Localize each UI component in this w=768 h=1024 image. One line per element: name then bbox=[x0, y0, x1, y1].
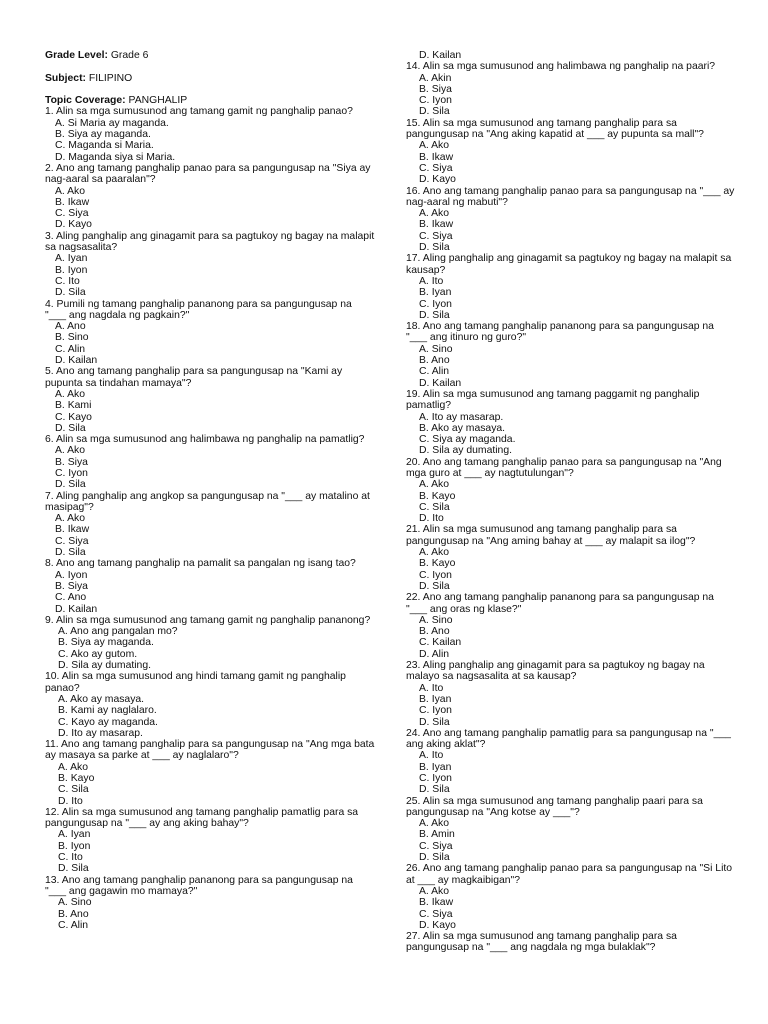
question-block bbox=[406, 931, 736, 954]
answer-option: B. Siya bbox=[55, 580, 88, 592]
answer-option: B. Kayo bbox=[419, 558, 456, 570]
answer-option: A. Ako bbox=[55, 513, 86, 525]
answer-option: D. Kailan bbox=[55, 355, 98, 367]
answer-option: D. Kayo bbox=[419, 919, 456, 931]
answer-option: A. Ako bbox=[419, 885, 450, 897]
question-text: 9. Alin sa mga sumusunod ang tamang gamit ng panghalip pananong? bbox=[45, 614, 371, 626]
answer-option: A. Akin bbox=[419, 72, 452, 84]
answer-option: A. Ano ang pangalan mo? bbox=[58, 626, 178, 638]
answer-option: D. Sila bbox=[55, 479, 86, 491]
question-block bbox=[406, 118, 736, 186]
answer-option: A. Ano bbox=[55, 321, 86, 333]
answer-option: A. Si Maria ay maganda. bbox=[55, 117, 169, 129]
answer-option: B. Ano bbox=[58, 908, 89, 920]
answer-option: C. Siya bbox=[419, 908, 453, 920]
left-column bbox=[45, 50, 375, 931]
answer-option: A. Ito ay masarap. bbox=[419, 411, 504, 423]
answer-option: D. Sila bbox=[419, 716, 450, 728]
answer-option: D. Kailan bbox=[419, 50, 462, 61]
question-block bbox=[45, 671, 375, 739]
question-text: 5. Ano ang tamang panghalip para sa pangungusap na "Kami ay pupunta sa tindahan mamaya"? bbox=[45, 366, 343, 389]
question-block bbox=[406, 186, 736, 254]
answer-option: C. Iyon bbox=[419, 298, 452, 310]
question-text: 4. Pumili ng tamang panghalip pananong para sa pangungusap na "___ ang nagdala ng pagkain?" bbox=[45, 298, 352, 321]
question-block bbox=[406, 728, 736, 796]
answer-option: C. Maganda si Maria. bbox=[55, 140, 154, 152]
question-text: 19. Alin sa mga sumusunod ang tamang paggamit ng panghalip pamatlig? bbox=[406, 388, 700, 412]
answer-option: B. Ikaw bbox=[419, 897, 454, 909]
answer-option: A. Ito bbox=[419, 275, 444, 287]
answer-option: C. Kayo ay maganda. bbox=[58, 716, 158, 728]
question-block bbox=[45, 615, 375, 671]
answer-option: A. Sino bbox=[419, 343, 453, 355]
question-list-right bbox=[406, 61, 736, 953]
answer-option: C. Iyon bbox=[55, 467, 88, 479]
answer-option: C. Alin bbox=[55, 343, 86, 355]
question-text: 10. Alin sa mga sumusunod ang hindi tamang gamit ng panghalip panao? bbox=[45, 671, 346, 694]
question-block bbox=[406, 592, 736, 660]
question-block bbox=[45, 875, 375, 931]
question-block bbox=[406, 863, 736, 931]
question-text: 14. Alin sa mga sumusunod ang halimbawa ng panghalip na paari? bbox=[406, 61, 716, 73]
question-block bbox=[406, 389, 736, 457]
question-block bbox=[45, 807, 375, 875]
question-block bbox=[45, 558, 375, 614]
answer-option: D. Sila bbox=[55, 287, 86, 299]
question-text: 3. Aling panghalip ang ginagamit para sa pagtukoy ng bagay na malapit sa nagsasalita? bbox=[45, 230, 375, 254]
answer-option: C. Iyon bbox=[419, 95, 452, 107]
answer-option: A. Iyan bbox=[58, 829, 91, 841]
question-block bbox=[406, 61, 736, 117]
question-text: 26. Ano ang tamang panghalip panao para sa pangungusap na "Si Lito at ___ ay magkaibigan"? bbox=[406, 863, 733, 886]
answer-option: B. Siya bbox=[419, 83, 452, 95]
answer-option: A. Ako bbox=[419, 140, 450, 152]
question-text: 23. Aling panghalip ang ginagamit para sa pagtukoy ng bagay na malayo sa nagsasalita at sa kausap? bbox=[406, 660, 705, 683]
answer-option: C. Ito bbox=[58, 852, 83, 864]
answer-option: B. Iyon bbox=[58, 840, 91, 852]
question-block bbox=[45, 366, 375, 434]
answer-option: D. Sila bbox=[419, 242, 450, 254]
question-text: 13. Ano ang tamang panghalip pananong para sa pangungusap na "___ ang gagawin mo mamaya?" bbox=[45, 874, 353, 897]
answer-option: A. Ako bbox=[419, 818, 450, 830]
answer-option: B. Kayo bbox=[58, 773, 95, 784]
question-block bbox=[45, 106, 375, 162]
question-text: 25. Alin sa mga sumusunod ang tamang panghalip paari para sa pangungusap na "Ang kotse ay ___"? bbox=[406, 795, 703, 818]
question-text: 16. Ano ang tamang panghalip panao para sa pangungusap na "___ ay nag-aaral ng mabuti"? bbox=[406, 185, 735, 208]
answer-option: D. Sila ay dumating. bbox=[419, 445, 512, 457]
answer-option: D. Sila bbox=[419, 852, 450, 864]
answer-option: C. Sila bbox=[58, 784, 89, 796]
answer-option: C. Ito bbox=[55, 275, 80, 287]
question-text: 11. Ano ang tamang panghalip para sa pangungusap na "Ang mga bata ay masaya sa parke at ___ ay naglalaro"? bbox=[45, 739, 375, 762]
answer-option: A. Ako bbox=[419, 547, 450, 559]
answer-option: B. Ikaw bbox=[419, 219, 454, 231]
answer-option: D. Kailan bbox=[55, 603, 98, 615]
continued-options bbox=[406, 50, 736, 61]
question-text: 8. Ano ang tamang panghalip na pamalit sa pangalan ng isang tao? bbox=[45, 558, 356, 570]
answer-option: B. Sino bbox=[55, 332, 89, 344]
question-block bbox=[45, 491, 375, 559]
answer-option: D. Kayo bbox=[419, 174, 456, 186]
answer-option: D. Sila bbox=[419, 309, 450, 321]
question-text: 2. Ano ang tamang panghalip panao para sa pangungusap na "Siya ay nag-aaral sa paaralan"? bbox=[45, 162, 371, 186]
answer-option: D. Alin bbox=[419, 648, 450, 660]
answer-option: C. Alin bbox=[419, 366, 450, 378]
answer-option: A. Ako ay masaya. bbox=[58, 693, 145, 705]
answer-option: A. Iyan bbox=[55, 253, 88, 265]
answer-option: D. Ito bbox=[58, 795, 83, 807]
answer-option: B. Siya bbox=[55, 456, 88, 468]
answer-option: A. Ako bbox=[419, 479, 450, 491]
answer-option: A. Sino bbox=[419, 614, 453, 626]
answer-option: D. Kayo bbox=[55, 219, 92, 231]
answer-option: D. Sila bbox=[419, 106, 450, 118]
answer-option: D. Sila bbox=[55, 422, 86, 434]
question-block bbox=[45, 434, 375, 490]
subject: Subject: FILIPINO bbox=[45, 72, 133, 84]
answer-option: A. Ako bbox=[55, 445, 86, 457]
answer-option: B. Ano bbox=[419, 355, 450, 367]
question-text: 17. Aling panghalip ang ginagamit sa pagtukoy ng bagay na malapit sa kausap? bbox=[406, 253, 732, 276]
answer-option: D. Sila ay dumating. bbox=[58, 660, 151, 672]
answer-option: B. Siya ay maganda. bbox=[58, 637, 154, 649]
answer-option: C. Siya bbox=[55, 535, 89, 547]
answer-option: B. Iyan bbox=[419, 761, 452, 773]
answer-option: B. Ano bbox=[419, 626, 450, 638]
question-text: 15. Alin sa mga sumusunod ang tamang panghalip para sa pangungusap na "Ang aking kapatid at ___ ay pupunta sa mall"? bbox=[406, 117, 704, 141]
question-block bbox=[406, 524, 736, 592]
answer-option: B. Kami ay naglalaro. bbox=[58, 705, 157, 717]
answer-option: B. Ikaw bbox=[55, 524, 90, 536]
answer-option: B. Kami bbox=[55, 400, 92, 412]
question-block bbox=[45, 163, 375, 231]
answer-option: C. Siya bbox=[419, 230, 453, 242]
question-text: 6. Alin sa mga sumusunod ang halimbawa ng panghalip na pamatlig? bbox=[45, 434, 365, 446]
answer-option: B. Ikaw bbox=[55, 196, 90, 208]
answer-option: C. Siya bbox=[419, 840, 453, 852]
question-block bbox=[406, 796, 736, 864]
answer-option: C. Siya bbox=[55, 208, 89, 220]
grade-level: Grade Level: Grade 6 bbox=[45, 50, 149, 61]
question-text: 20. Ano ang tamang panghalip panao para sa pangungusap na "Ang mga guro at ___ ay nagtutulungan"? bbox=[406, 456, 722, 479]
answer-option: B. Siya ay maganda. bbox=[55, 129, 151, 141]
answer-option: C. Iyon bbox=[419, 705, 452, 717]
answer-option: C. Ako ay gutom. bbox=[58, 648, 138, 660]
question-block bbox=[45, 299, 375, 367]
answer-option: C. Sila bbox=[419, 501, 450, 513]
answer-option: C. Siya bbox=[419, 162, 453, 174]
answer-option: C. Iyon bbox=[419, 773, 452, 784]
answer-option: B. Amin bbox=[419, 829, 455, 841]
answer-option: B. Iyon bbox=[55, 264, 88, 276]
answer-option: C. Siya ay maganda. bbox=[419, 434, 516, 446]
answer-option: A. Ako bbox=[55, 388, 86, 400]
answer-option: B. Kayo bbox=[419, 490, 456, 502]
question-text: 22. Ano ang tamang panghalip pananong para sa pangungusap na "___ ang oras ng klase?" bbox=[406, 592, 714, 615]
answer-option: D. Sila bbox=[419, 784, 450, 796]
right-column bbox=[406, 50, 736, 954]
answer-option: A. Ako bbox=[58, 761, 89, 773]
question-text: 7. Aling panghalip ang angkop sa pangungusap na "___ ay matalino at masipag"? bbox=[45, 490, 370, 513]
answer-option: C. Kayo bbox=[55, 411, 92, 423]
answer-option: A. Iyon bbox=[55, 569, 88, 581]
answer-option: D. Sila bbox=[419, 580, 450, 592]
question-text: 18. Ano ang tamang panghalip pananong para sa pangungusap na "___ ang itinuro ng guro?" bbox=[406, 321, 714, 344]
answer-option: B. Iyan bbox=[419, 287, 452, 299]
question-block bbox=[406, 321, 736, 389]
answer-option: C. Kailan bbox=[419, 637, 462, 649]
question-block bbox=[406, 253, 736, 321]
question-text: 1. Alin sa mga sumusunod ang tamang gamit ng panghalip panao? bbox=[45, 106, 353, 118]
question-block bbox=[406, 457, 736, 525]
question-block bbox=[45, 231, 375, 299]
answer-option: D. Maganda siya si Maria. bbox=[55, 151, 176, 163]
answer-option: D. Sila bbox=[55, 547, 86, 559]
question-list-left bbox=[45, 106, 375, 931]
answer-option: A. Ito bbox=[419, 750, 444, 762]
question-text: 27. Alin sa mga sumusunod ang tamang panghalip para sa pangungusap na "___ ang nagdala ng mga bulaklak"? bbox=[406, 931, 677, 954]
answer-option: A. Ako bbox=[419, 208, 450, 220]
topic-coverage: Topic Coverage: PANGHALIP bbox=[45, 95, 188, 107]
answer-option: D. Sila bbox=[58, 863, 89, 875]
question-text: 24. Ano ang tamang panghalip pamatlig para sa pangungusap na "___ ang aking aklat"? bbox=[406, 727, 731, 751]
answer-option: B. Ikaw bbox=[419, 151, 454, 163]
answer-option: A. Sino bbox=[58, 897, 92, 909]
question-text: 12. Alin sa mga sumusunod ang tamang panghalip pamatlig para sa pangungusap na "___ ay ang aking bahay"? bbox=[45, 806, 359, 830]
answer-option: A. Ito bbox=[419, 682, 444, 694]
answer-option: D. Ito bbox=[419, 513, 444, 525]
answer-option: B. Iyan bbox=[419, 693, 452, 705]
question-text: 21. Alin sa mga sumusunod ang tamang panghalip para sa pangungusap na "Ang aming bahay at ___ ay malapit sa ilog"? bbox=[406, 524, 696, 547]
question-block bbox=[406, 660, 736, 728]
answer-option: D. Kailan bbox=[419, 377, 462, 389]
answer-option: A. Ako bbox=[55, 185, 86, 197]
question-block bbox=[45, 739, 375, 807]
answer-option: D. Ito ay masarap. bbox=[58, 727, 143, 739]
answer-option: C. Ano bbox=[55, 592, 87, 604]
answer-option: C. Iyon bbox=[419, 569, 452, 581]
answer-option: C. Alin bbox=[58, 919, 89, 931]
answer-option: B. Ako ay masaya. bbox=[419, 422, 506, 434]
